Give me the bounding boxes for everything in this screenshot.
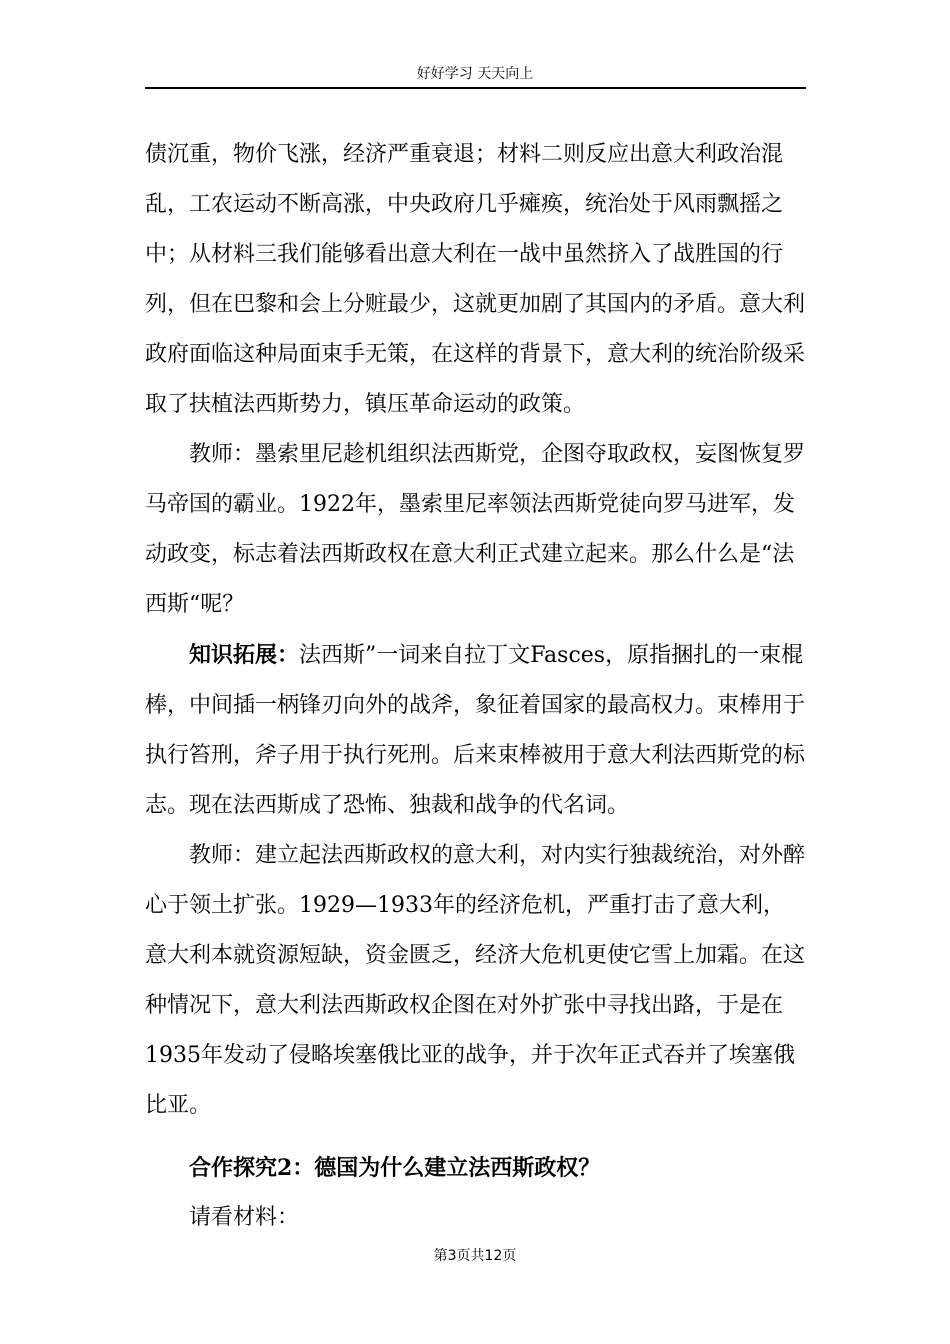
paragraph-knowledge-extension bbox=[145, 630, 806, 831]
paragraph-see-materials: 请看材料： bbox=[189, 1205, 300, 1230]
knowledge-extension-text: 法西斯”一词来自拉丁文Fasces，原指捆扎的一束棍棒，中间插一柄锋刃向外的战斧，象征着国家的最高权力。束棒用于执行笞刑，斧子用于执行死刑。后来束棒被用于意大利法西斯党的标志。现在法西斯成了恐怖、独裁和战争的代名词。 bbox=[145, 643, 806, 818]
paragraph-teacher-2: 教师：建立起法西斯政权的意大利，对内实行独裁统治，对外醉心于领土扩张。1929—1933年的经济危机，严重打击了意大利，意大利本就资源短缺，资金匮乏，经济大危机更使它雪上加霜。在这种情况下，意大利法西斯政权企图在对外扩张中寻找出路，于是在1935年发动了侵略埃塞俄比亚的战争，并于次年正式吞并了埃塞俄比亚。 bbox=[145, 843, 806, 1118]
document-body bbox=[145, 130, 806, 1243]
section-heading: 合作探究2：德国为什么建立法西斯政权？ bbox=[189, 1155, 601, 1181]
knowledge-extension-label: 知识拓展： bbox=[189, 642, 300, 668]
paragraph-teacher-1: 教师：墨索里尼趁机组织法西斯党，企图夺取政权，妄图恢复罗马帝国的霸业。1922年，墨索里尼率领法西斯党徒向罗马进军，发动政变，标志着法西斯政权在意大利正式建立起来。那么什么是“法西斯“呢？ bbox=[145, 442, 806, 617]
paragraph-continuation: 债沉重，物价飞涨，经济严重衰退；材料二则反应出意大利政治混乱，工农运动不断高涨，中央政府几乎瘫痪，统治处于风雨飘摇之中；从材料三我们能够看出意大利在一战中虽然挤入了战胜国的行列，但在巴黎和会上分赃最少，这就更加剧了其国内的矛盾。意大利政府面临这种局面束手无策，在这样的背景下，意大利的统治阶级采取了扶植法西斯势力，镇压革命运动的政策。 bbox=[145, 142, 806, 417]
header-divider bbox=[145, 87, 806, 89]
page-number: 第3页共12页 bbox=[433, 1248, 517, 1264]
page-header: 好好学习 天天向上 bbox=[416, 66, 534, 82]
